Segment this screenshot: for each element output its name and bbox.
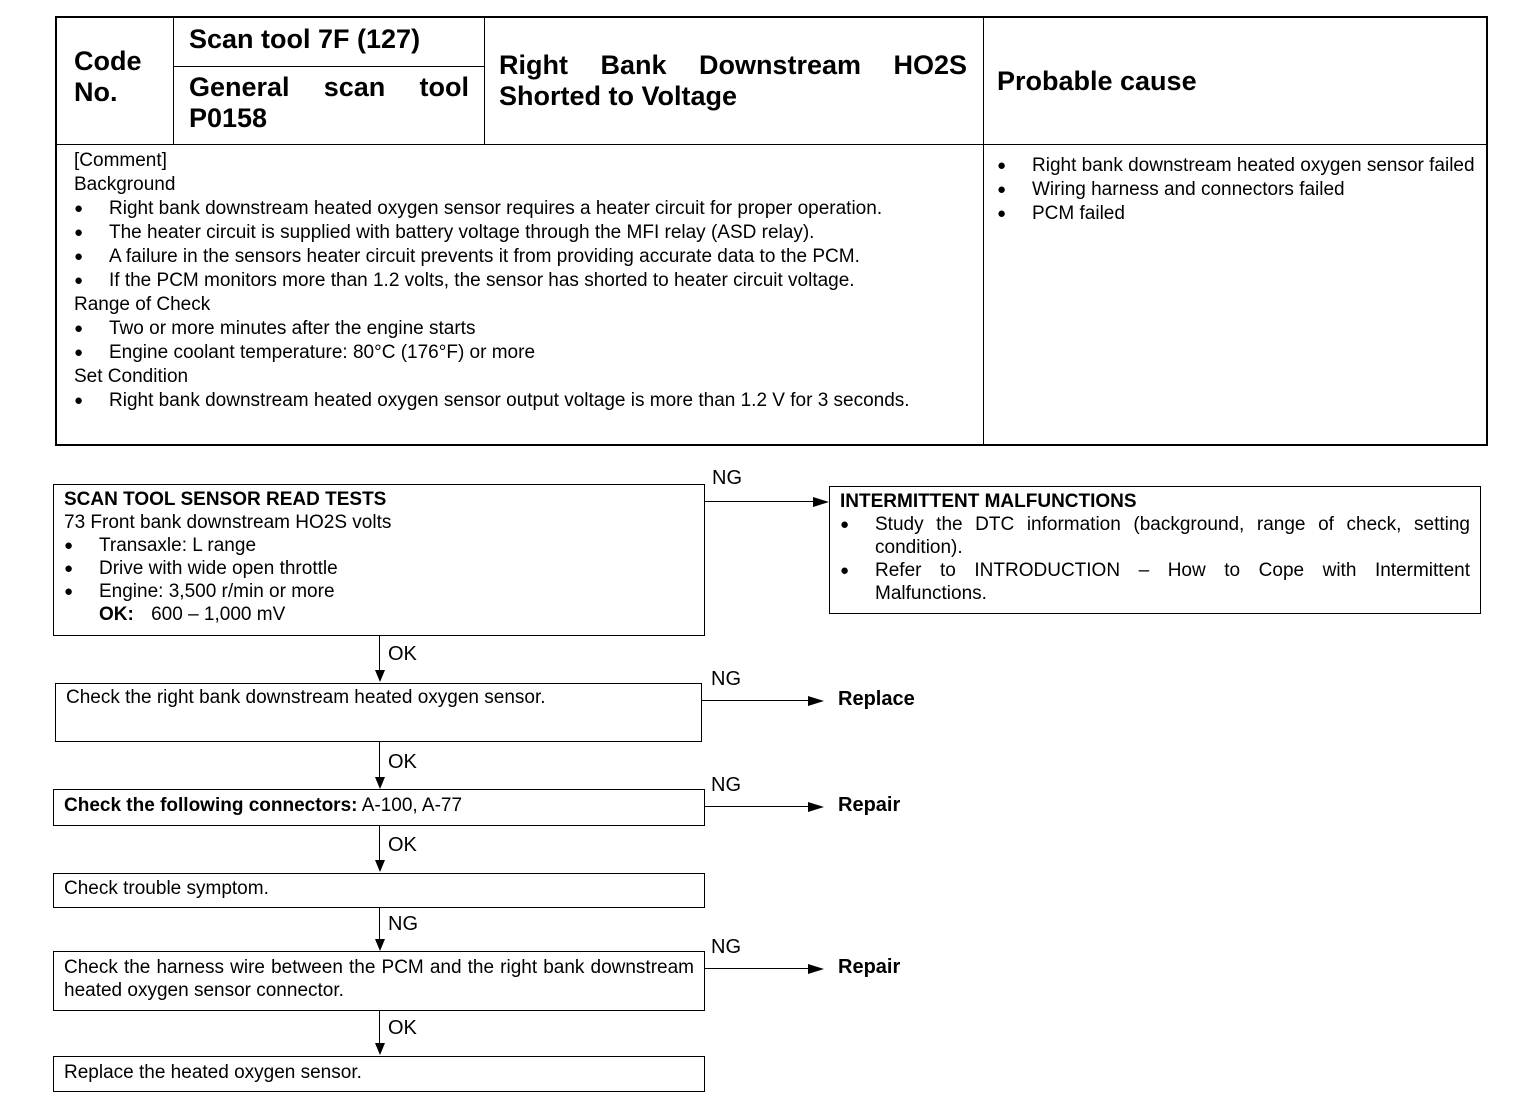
list-item: ● Engine: 3,500 r/min or more [64, 580, 694, 603]
ng-arrowhead-1 [813, 497, 829, 507]
ng-label-2: NG [711, 668, 741, 690]
ok-spec-label: OK: [99, 604, 134, 625]
replace-sensor-box [53, 1056, 705, 1092]
check-sensor-box [55, 683, 702, 742]
ng-connector-2 [702, 700, 810, 701]
list-item: ● A failure in the sensors heater circuit prevents it from providing accurate data to the PCM. [74, 245, 966, 269]
ng-connector-4 [379, 908, 380, 941]
check-harness-text: Check the harness wire between the PCM and the right bank downstream heated oxygen sensor connector. [64, 957, 694, 1001]
ng-arrowhead-2 [808, 696, 824, 706]
ng-arrowhead-4 [375, 939, 385, 951]
replace-result: Replace [838, 688, 915, 710]
list-item: ● Drive with wide open throttle [64, 557, 694, 580]
code-no-label: Code No. [74, 46, 142, 107]
dtc-header-table [55, 16, 1488, 446]
scan-tool-code: Scan tool 7F (127) [189, 24, 421, 54]
ok-label-1: OK [388, 643, 417, 665]
check-trouble-symptom-text: Check trouble symptom. [64, 878, 269, 899]
scan-tool-read-test-box [53, 484, 705, 636]
repair-result-2: Repair [838, 956, 901, 978]
list-item: ● Right bank downstream heated oxygen sensor failed [997, 154, 1477, 178]
col-divider-1 [173, 18, 174, 144]
ok-connector-1 [379, 636, 380, 672]
ok-connector-5 [379, 1011, 380, 1045]
list-item: ● Refer to INTRODUCTION – How to Cope with Intermittent Malfunctions. [840, 559, 1470, 605]
ok-label-3: OK [388, 834, 417, 856]
check-trouble-symptom-box [53, 873, 705, 908]
col-divider-3 [983, 18, 984, 446]
scan-tool-read-test-line: 73 Front bank downstream HO2S volts [64, 512, 392, 533]
check-connectors-label: Check the following connectors: [64, 795, 358, 816]
ng-arrowhead-3 [808, 802, 824, 812]
ok-arrowhead-2 [375, 777, 385, 789]
list-item: ● Engine coolant temperature: 80°C (176°F) or more [74, 341, 966, 365]
list-item: ● Transaxle: L range [64, 534, 694, 557]
ok-arrowhead-3 [375, 860, 385, 872]
check-sensor-text: Check the right bank downstream heated oxygen sensor. [66, 687, 546, 708]
ok-arrowhead-5 [375, 1043, 385, 1055]
background-label: Background [74, 174, 176, 195]
ng-label-3: NG [711, 774, 741, 796]
ok-arrowhead-1 [375, 670, 385, 682]
dtc-title: Right Bank Downstream HO2S Shorted to Voltage [499, 50, 967, 111]
ng-connector-1 [705, 501, 815, 502]
list-item: ● Right bank downstream heated oxygen sensor requires a heater circuit for proper operation. [74, 197, 966, 221]
ng-label-4: NG [388, 913, 418, 935]
ng-connector-3 [705, 806, 810, 807]
range-label: Range of Check [74, 294, 211, 315]
list-item: ● If the PCM monitors more than 1.2 volts, the sensor has shorted to heater circuit voltage. [74, 269, 966, 293]
background-list [74, 197, 966, 293]
ok-connector-2 [379, 742, 380, 779]
list-item: ● The heater circuit is supplied with battery voltage through the MFI relay (ASD relay). [74, 221, 966, 245]
intermittent-malfunctions-box [829, 486, 1481, 614]
ng-label-1: NG [712, 467, 742, 489]
ok-spec [64, 603, 694, 626]
ng-arrowhead-5 [808, 964, 824, 974]
ng-connector-5 [705, 968, 810, 969]
set-condition-label: Set Condition [74, 366, 189, 387]
probable-cause-section [997, 154, 1477, 226]
list-item: ● Wiring harness and connectors failed [997, 178, 1477, 202]
list-item: ● Study the DTC information (background, range of check, setting condition). [840, 513, 1470, 559]
scan-tool-read-test-list [64, 534, 694, 603]
intermittent-title: INTERMITTENT MALFUNCTIONS [840, 491, 1137, 512]
set-condition-list [74, 389, 966, 413]
list-item: ● PCM failed [997, 202, 1477, 226]
repair-result-1: Repair [838, 794, 901, 816]
probable-cause-list [997, 154, 1477, 226]
list-item: ● Right bank downstream heated oxygen sensor output voltage is more than 1.2 V for 3 seconds. [74, 389, 966, 413]
header-row-divider [57, 144, 1486, 145]
comment-section [74, 149, 966, 413]
comment-label: [Comment] [74, 150, 167, 171]
check-connectors-box [53, 789, 705, 826]
replace-sensor-text: Replace the heated oxygen sensor. [64, 1062, 362, 1083]
ok-connector-3 [379, 826, 380, 862]
ok-label-2: OK [388, 751, 417, 773]
ok-spec-value: 600 – 1,000 mV [151, 604, 286, 625]
check-connectors-list: A-100, A-77 [357, 795, 463, 816]
intermittent-list [840, 513, 1470, 605]
scan-tool-divider [173, 66, 484, 67]
ng-label-5: NG [711, 936, 741, 958]
ok-label-5: OK [388, 1017, 417, 1039]
general-scan-tool-code: General scan tool P0158 [189, 72, 469, 133]
probable-cause-heading: Probable cause [997, 66, 1197, 96]
list-item: ● Two or more minutes after the engine starts [74, 317, 966, 341]
check-harness-box [53, 951, 705, 1011]
range-list [74, 317, 966, 365]
col-divider-2 [484, 18, 485, 144]
scan-tool-read-test-title: SCAN TOOL SENSOR READ TESTS [64, 489, 387, 510]
